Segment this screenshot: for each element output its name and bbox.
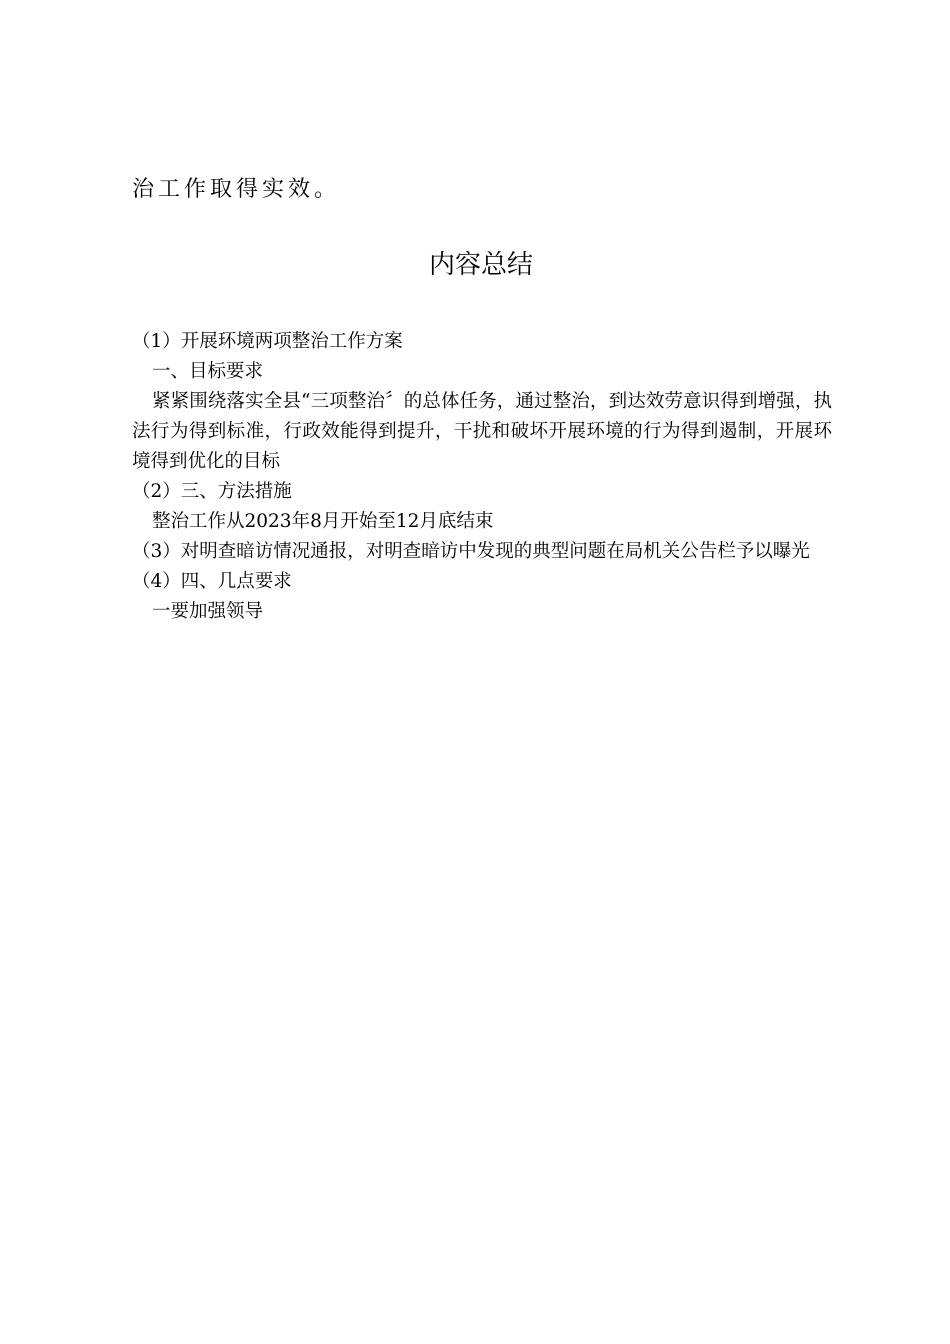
- summary-body: [132, 327, 832, 627]
- item4-line: 一要加强领导: [152, 601, 264, 622]
- item1-heading: （1）开展环境两项整治工作方案: [132, 331, 403, 352]
- item1-sub-heading: 一、目标要求: [152, 361, 264, 382]
- item2-heading: （2）三、方法措施: [132, 481, 292, 502]
- carry-over-text: 治工作取得实效。: [132, 177, 341, 202]
- item4-heading: （4）四、几点要求: [132, 571, 292, 592]
- item2-line: 整治工作从2023年8月开始至12月底结束: [152, 511, 494, 532]
- item3-paragraph: （3）对明查暗访情况通报，对明查暗访中发现的典型问题在局机关公告栏予以曝光: [132, 541, 810, 562]
- summary-title: 内容总结: [428, 250, 533, 280]
- item1-paragraph: 紧紧围绕落实全县“三项整治〞的总体任务，通过整治，到达效劳意识得到增强，执法行为得到标准，行政效能得到提升，干扰和破坏开展环境的行为得到遏制，开展环境得到优化的目标: [132, 391, 832, 472]
